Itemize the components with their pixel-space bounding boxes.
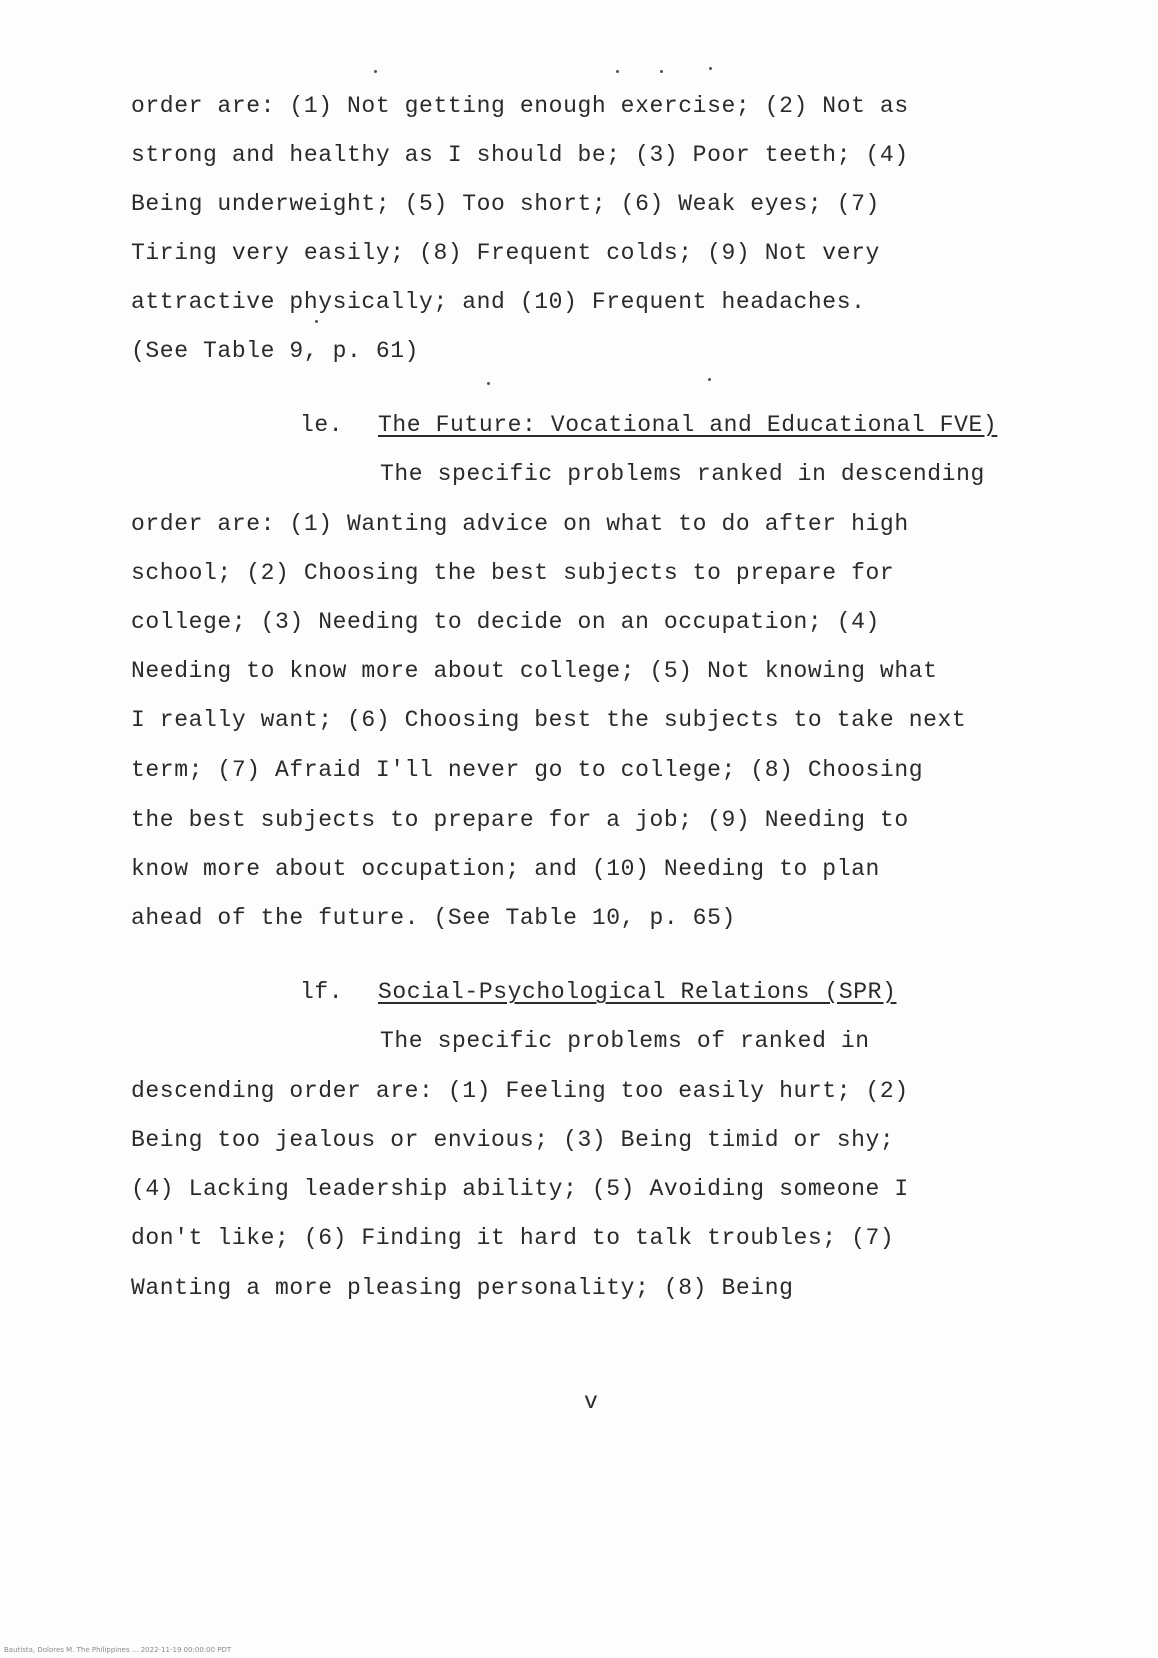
paragraph-line: strong and healthy as I should be; (3) Poor teeth; (4): [131, 142, 909, 168]
scan-speck: [315, 320, 318, 323]
scan-speck: [487, 382, 490, 385]
footer-note: Bautista, Dolores M. The Philippines ... 2022-11-19 00:00:00 PDT: [4, 1646, 232, 1654]
paragraph-line: order are: (1) Wanting advice on what to do after high: [131, 511, 909, 537]
paragraph-line: term; (7) Afraid I'll never go to college; (8) Choosing: [131, 757, 924, 783]
paragraph-line: Tiring very easily; (8) Frequent colds; (9) Not very: [131, 240, 880, 266]
paragraph-line: descending order are: (1) Feeling too easily hurt; (2): [131, 1078, 909, 1104]
paragraph-line: the best subjects to prepare for a job; (9) Needing to: [131, 807, 909, 833]
paragraph-line: (4) Lacking leadership ability; (5) Avoiding someone I: [131, 1176, 909, 1202]
paragraph-line: Being too jealous or envious; (3) Being timid or shy;: [131, 1127, 895, 1153]
scan-speck: [708, 378, 711, 381]
scan-speck: [616, 70, 619, 73]
paragraph-line: Needing to know more about college; (5) Not knowing what: [131, 658, 938, 684]
section-heading-social: [300, 978, 896, 1006]
paragraph-line: (See Table 9, p. 61): [131, 338, 420, 364]
paragraph-line: school; (2) Choosing the best subjects to prepare for: [131, 560, 895, 586]
scan-speck: [660, 70, 663, 73]
paragraph-line: Being underweight; (5) Too short; (6) Weak eyes; (7): [131, 191, 880, 217]
paragraph-line: attractive physically; and (10) Frequent headaches.: [131, 289, 866, 315]
section-title: The Future: Vocational and Educational FVE): [378, 412, 998, 438]
page-number: v: [584, 1389, 598, 1415]
paragraph-line: order are: (1) Not getting enough exercise; (2) Not as: [131, 93, 909, 119]
section-number: lf.: [300, 979, 344, 1005]
paragraph-line: college; (3) Needing to decide on an occupation; (4): [131, 609, 880, 635]
scan-speck: [374, 70, 377, 73]
paragraph-line: Wanting a more pleasing personality; (8) Being: [131, 1275, 794, 1301]
paragraph-line: I really want; (6) Choosing best the subjects to take next: [131, 707, 967, 733]
paragraph-line: The specific problems ranked in descending: [380, 461, 985, 487]
paragraph-line: ahead of the future. (See Table 10, p. 65): [131, 905, 736, 931]
section-title: Social-Psychological Relations (SPR): [378, 979, 897, 1005]
paragraph-line: The specific problems of ranked in: [380, 1028, 870, 1054]
section-heading-future: [300, 411, 997, 439]
paragraph-line: don't like; (6) Finding it hard to talk troubles; (7): [131, 1225, 895, 1251]
paragraph-line: know more about occupation; and (10) Needing to plan: [131, 856, 880, 882]
section-number: le.: [300, 412, 344, 438]
scan-speck: [709, 67, 712, 70]
